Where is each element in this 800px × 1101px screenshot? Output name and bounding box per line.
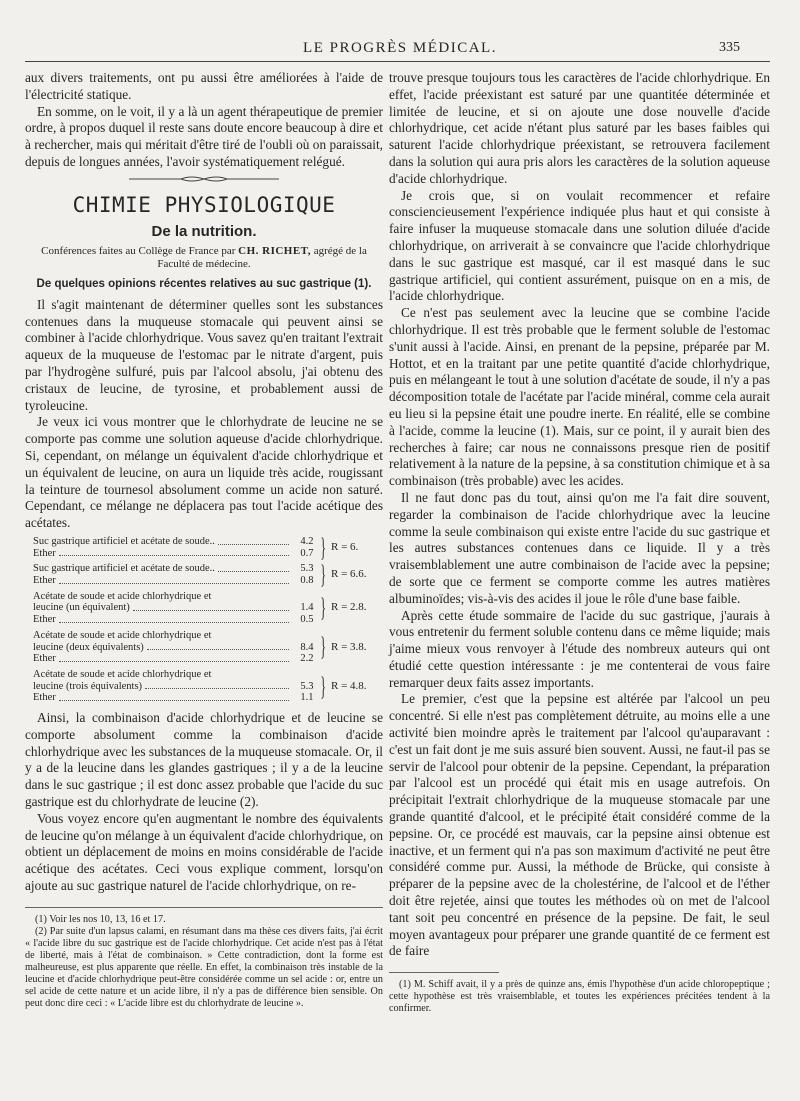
paragraph: Après cette étude sommaire de l'acide du suc gastrique, j'aurais à vous entretenir du ferment soluble contenu dans ce même liquide; mais j'aime mieux vous renvoyer à l'étude des nombreux auteurs qui ont étudié cette question intéressante : je me contenterai de vous faire remarquer deux faits assez importants. xyxy=(389,607,770,690)
table-ratio: R = 3.8. xyxy=(331,640,367,653)
table-line-label: Ether xyxy=(33,614,56,626)
brace-glyph: } xyxy=(319,532,326,562)
table-line-label: leucine (deux équivalents) xyxy=(33,641,144,653)
byline-text: agrégé de la Faculté de médecine. xyxy=(157,244,367,270)
table-line xyxy=(33,575,314,587)
footnote: (1) Voir les nos 10, 13, 16 et 17. xyxy=(35,913,166,925)
table-ratio: R = 6. xyxy=(331,540,359,553)
dot-leader xyxy=(59,622,289,623)
table-line-label: leucine (un équivalent) xyxy=(33,602,130,614)
table-line-label: Ether xyxy=(33,653,56,665)
dot-leader xyxy=(133,610,289,611)
footnote: (2) Par suite d'un lapsus calami, en résumant dans ma thèse ces divers faits, j'ai écrit « l'acide libre du suc gastrique est de l'acide chlorhydrique. Cet acide n'est pas à l'état de liberté, mais à l'état de combinaison. » Cette contradiction, dont la forme est malheureuse, est plus apparente que réelle. En effet, la combinaison très instable de la leucine et d'acide chlorhydrique peut-être considérée comme un sel acide : or, entre un sel acide de cette nature et un acide libre, il n'y a pas de différence bien sensible. On peut donc dire ceci : « L'acide libre est du chlorhydrate de leucine ». xyxy=(25,925,383,1009)
table-row xyxy=(33,591,383,626)
table-line xyxy=(33,692,314,704)
ornament-divider xyxy=(129,175,279,183)
dot-leader xyxy=(59,661,289,662)
table-line xyxy=(33,653,314,665)
paragraph: Je veux ici vous montrer que le chlorhydrate de leucine ne se comporte pas comme une solution aqueuse d'acide chlorhydrique. Si, cependant, on mélange un équivalent d'acide chlorhydrique et un équivalent de leucine, on aura un liquide très acide, rougissant la teinture de tournesol absolument comme un acide non saturé. Cependant, ce mélange ne déplacera pas tout l'acide acétique des acétates. xyxy=(25,414,383,531)
paragraph: Je crois que, si on voulait recommencer et refaire consciencieusement l'expérience indiquée plus haut et qui consiste à faire infuser la muqueuse stomacale dans une solution diluée d'acide chlorhydrique, on arriverait à se convaincre que l'acide chlorhydrique dans le suc gastrique est masqué, car il est masqué dans le suc gastrique artificiel, qui contient assurément, puisque on en a mis, de l'acide chlorhydrique. xyxy=(389,187,770,304)
table-line xyxy=(33,602,314,614)
footnotes xyxy=(25,907,383,1010)
table-line-value: 2.2 xyxy=(300,653,314,665)
table-line-label: leucine (trois équivalents) xyxy=(33,680,143,692)
table-row-lines xyxy=(33,536,314,559)
paragraph: Il ne faut donc pas du tout, ainsi qu'on me l'a fait dire souvent, regarder la combinaison de l'acide chlorhydrique avec la leucine comme la seule combinaison qui existe entre l'acide du suc gastrique et les autres substances contenues dans ce liquide. Il y a très vraisemblablement une autre combinaison de l'acide avec la pepsine; de sorte que ce ferment se comporte comme les autres matières albuminoïdes; vis-à-vis des acides il joue le rôle d'une base faible. xyxy=(389,489,770,606)
table-line xyxy=(33,563,314,575)
table-line-label: Suc gastrique artificiel et acétate de soude.. xyxy=(33,535,215,547)
table-ratio: R = 2.8. xyxy=(331,601,367,614)
running-head: LE PROGRÈS MÉDICAL. xyxy=(303,40,497,56)
table-line-label: Ether xyxy=(33,692,56,704)
brace-glyph: } xyxy=(319,632,326,662)
left-column xyxy=(25,70,383,1010)
dot-leader xyxy=(147,649,289,650)
table-line-value: 0.5 xyxy=(300,614,314,626)
table-line-value: 0.8 xyxy=(300,575,314,587)
paragraph: Ce n'est pas seulement avec la leucine que se combine l'acide chlorhydrique. Il est très probable que le ferment soluble de l'estomac s'unit aussi à l'acide. Ainsi, en prenant de la pepsine, préparée par M. Hottot, et en la traitant par une petite quantité d'acide chlorhydrique, puis en mélangeant le tout à une solution d'acétate de soude, il n'y a pas décomposition totale de l'acétate par l'acide minéral, comme cela aurait eu lieu si la pepsine était une poudre inerte. En réalité, elle se combine à l'acide, comme la leucine (1). Mais, sur ce point, il y aurait bien des recherches à faire; car nous ne connaissons presque rien de positif relativement à la nature de la pepsine, à sa constitution chimique et à sa combinaison (très probable) avec les acides. xyxy=(389,305,770,489)
paragraph: Vous voyez encore qu'en augmentant le nombre des équivalents de leucine qu'on mélange à un équivalent d'acide chlorhydrique, on obtient un déplacement de moins en moins considérable de l'acide acétique des acétates. Ceci vous explique comment, lorsqu'on ajoute au suc gastrique naturel de l'acide chlorhydrique, on re- xyxy=(25,810,383,894)
dot-leader xyxy=(218,544,289,545)
dot-leader xyxy=(145,688,288,689)
table-line-value: 1.1 xyxy=(300,692,314,704)
table-line xyxy=(33,548,314,560)
experiment-table xyxy=(33,532,383,704)
table-line xyxy=(33,642,314,654)
table-line xyxy=(33,681,314,693)
article-title: De la nutrition. xyxy=(151,222,257,240)
intro-paragraph: aux divers traitements, ont pu aussi être améliorées à l'aide de l'électricité statique. xyxy=(25,70,383,102)
paragraph: Ainsi, la combinaison d'acide chlorhydrique et de leucine se comporte absolument comme la combinaison d'acide chlorhydrique avec les substances de la muqueuse stomacale. Or, il y a de la leucine dans les glandes gastriques ; il y a de la leucine dans le suc gastrique ; il est donc assez probable que l'acide du suc gastrique est du chlorhydrate de leucine (2). xyxy=(25,710,383,810)
table-line-value: 4.2 xyxy=(300,535,314,547)
right-column xyxy=(389,70,770,1015)
table-line xyxy=(33,591,314,603)
paragraph: Le premier, c'est que la pepsine est altérée par l'alcool un peu concentré. Si elle n'est pas complètement détruite, au moins elle a une activité bien moindre après le traitement par l'alcool qu'auparavant : c'est un fait dont je me suis assuré bien souvent. Aussi, ne faut-il pas se servir de l'alcool pour obtenir de la pepsine. Cependant, la préparation par l'alcool est un procédé qui était mis en usage autrefois. On précipitait l'extrait chlorhydrique de la muqueuse stomacale par une grande quantité d'alcool, et le précipité était considéré comme de la pepsine. Or, ce procédé est mauvais, car la pepsine ainsi obtenue est inactive, et un ferment qui n'a pas son maximum d'activité ne peut être considéré comme pur. Aussi, la méthode de Brücke, qui consiste à préparer de la pepsine avec de la cholestérine, de l'alcool et de l'éther doit être rejetée, ainsi que toutes les méthodes où on met de l'alcool tant soit peu concentré en présence de la pepsine. De fait, le seul moyen avantageux pour préparer une grande quantité de ce ferment est de faire xyxy=(389,691,770,959)
table-line-label: Ether xyxy=(33,547,56,559)
table-line-label: Ether xyxy=(33,575,56,587)
article-subheading: De quelques opinions récentes relatives au suc gastrique (1). xyxy=(36,277,372,290)
table-line-label: Acétate de soude et acide chlorhydrique et xyxy=(33,590,212,602)
brace-glyph: } xyxy=(319,671,326,701)
table-line-value: 1.4 xyxy=(300,602,314,614)
table-line xyxy=(33,669,314,681)
table-ratio: R = 4.8. xyxy=(331,679,367,692)
table-line-value: 5.3 xyxy=(300,563,314,575)
table-line-label: Suc gastrique artificiel et acétate de soude.. xyxy=(33,563,215,575)
table-line xyxy=(33,614,314,626)
brace-glyph: } xyxy=(319,593,326,623)
dot-leader xyxy=(218,571,289,572)
dot-leader xyxy=(59,700,289,701)
page-number: 335 xyxy=(719,40,740,55)
table-row-lines xyxy=(33,563,314,586)
paragraph: Il s'agit maintenant de déterminer quelles sont les substances contenues dans la muqueuse stomacale qui peuvent ainsi se combiner à l'acide chlorhydrique. Vous savez qu'en traitant l'extrait aqueux de la muqueuse de l'estomac par le nitrate d'argent, puis par l'hydrogène sulfuré, puis par l'alcool absolu, j'ai obtenu des cristaux de leucine, de tyrosine, et probablement aussi de tyroleucine. xyxy=(25,296,383,413)
byline-text: Conférences faites au Collège de France par xyxy=(41,244,236,257)
table-line-value: 5.3 xyxy=(300,680,314,692)
footnotes xyxy=(389,979,770,1015)
table-ratio: R = 6.6. xyxy=(331,568,367,581)
footnote-rule xyxy=(389,972,499,973)
table-row xyxy=(33,532,383,562)
table-line xyxy=(33,630,314,642)
paragraph: trouve presque toujours tous les caractères de l'acide chlorhydrique. En effet, l'acide préexistant est saturé par une quantitée déterminée et limitée de leucine, et si on ajoute une dose nouvelle d'acide chlorhydrique, cet acide n'étant plus saturé par les bases faibles qui saturent l'acide chlorhydrique préexistant, se retrouvera facilement dans la solution qui aura pris alors les caractères de la solution aqueuse d'acide chlorhydrique. xyxy=(389,70,770,186)
table-line xyxy=(33,536,314,548)
byline-author: CH. RICHET, xyxy=(238,244,311,257)
table-line-label: Acétate de soude et acide chlorhydrique et xyxy=(33,668,212,680)
header-rule xyxy=(25,61,770,62)
footnote: (1) M. Schiff avait, il y a près de quinze ans, émis l'hypothèse d'un acide chloropeptique ; cette hypothèse est très vraisemblable, et toutes les expériences précitées tendent à la confirmer. xyxy=(389,979,770,1015)
table-row xyxy=(33,630,383,665)
byline xyxy=(25,245,383,271)
table-row-lines xyxy=(33,630,314,665)
table-line-label: Acétate de soude et acide chlorhydrique et xyxy=(33,629,212,641)
intro-paragraph: En somme, on le voit, il y a là un agent thérapeutique de premier ordre, à propos duquel il reste sans doute encore beaucoup à dire et à rechercher, mais qui méritait d'être tiré de l'oubli où on paraissait, depuis de longues années, l'avoir systématiquement relégué. xyxy=(25,103,383,169)
table-row xyxy=(33,669,383,704)
dot-leader xyxy=(59,583,289,584)
table-row xyxy=(33,560,383,590)
table-row-lines xyxy=(33,591,314,626)
section-heading: CHIMIE PHYSIOLOGIQUE xyxy=(72,192,336,217)
table-row-lines xyxy=(33,669,314,704)
dot-leader xyxy=(59,555,289,556)
brace-glyph: } xyxy=(319,560,326,590)
table-line-value: 8.4 xyxy=(300,641,314,653)
table-line-value: 0.7 xyxy=(300,547,314,559)
